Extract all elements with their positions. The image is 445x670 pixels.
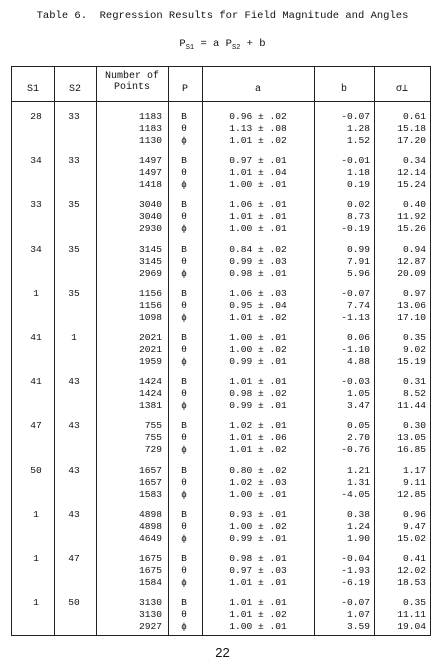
points-cell: 1098 [138, 311, 162, 323]
b-cell: 1.31 [346, 476, 370, 488]
p-cell: B [181, 464, 187, 476]
a-cell: 0.99 ± .01 [229, 532, 287, 544]
p-cell: ϕ [181, 400, 187, 412]
p-cell: ϕ [181, 311, 187, 323]
b-cell: -0.04 [341, 552, 370, 564]
points-cell: 4649 [138, 532, 162, 544]
sigma-cell: 15.26 [397, 223, 426, 235]
b-cell: 0.38 [346, 508, 370, 520]
points-cell: 1657 [138, 476, 162, 488]
sigma-cell: 15.19 [397, 355, 426, 367]
points-cell: 1424 [138, 388, 162, 400]
p-cell: θ [181, 211, 187, 223]
p-cell: ϕ [181, 532, 187, 544]
points-cell: 1130 [138, 135, 162, 146]
b-cell: 1.52 [346, 135, 370, 146]
p-cell: ϕ [181, 488, 187, 500]
sigma-cell: 15.02 [397, 532, 426, 544]
sigma-cell: 19.04 [397, 621, 426, 633]
row-group [12, 288, 430, 332]
b-cell: -4.05 [341, 488, 370, 500]
row-group [12, 155, 430, 199]
sigma-cell: 12.02 [397, 564, 426, 576]
table-title: Table 6. Regression Results for Field Magnitude and Angles [36, 10, 409, 22]
row-group [12, 111, 430, 155]
s1-cell: 33 [30, 199, 42, 211]
row-group [12, 509, 430, 553]
row-group [12, 376, 430, 420]
b-cell: -1.93 [341, 564, 370, 576]
a-cell: 1.01 ± .04 [229, 167, 287, 179]
sigma-cell: 20.09 [397, 267, 426, 279]
header-number-of-points: Number of Points [104, 71, 159, 93]
s2-cell: 33 [68, 155, 80, 167]
sigma-cell: 9.11 [402, 476, 426, 488]
points-cell: 2021 [138, 331, 162, 343]
sigma-cell: 15.18 [397, 123, 426, 134]
sigma-cell: 12.14 [397, 167, 426, 179]
points-cell: 4898 [138, 520, 162, 532]
b-cell: 3.59 [346, 621, 370, 633]
s2-cell: 35 [68, 199, 80, 211]
p-cell: B [181, 155, 187, 167]
p-cell: B [181, 597, 187, 609]
a-cell: 1.01 ± .01 [229, 211, 287, 223]
b-cell: 0.05 [346, 420, 370, 432]
a-cell: 1.06 ± .01 [229, 199, 287, 211]
p-cell: ϕ [181, 135, 187, 146]
s1-cell: 1 [33, 552, 39, 564]
s1-cell: 1 [33, 508, 39, 520]
b-cell: 7.91 [346, 255, 370, 267]
p-cell: B [181, 331, 187, 343]
a-cell: 1.00 ± .01 [229, 488, 287, 500]
s2-cell: 43 [68, 376, 80, 388]
regression-table [11, 66, 431, 636]
s2-cell: 50 [68, 597, 80, 609]
s2-cell: 1 [71, 331, 77, 343]
header-s1: S1 [26, 84, 39, 95]
sigma-cell: 11.92 [397, 211, 426, 223]
points-cell: 1959 [138, 355, 162, 367]
sigma-cell: 17.10 [397, 311, 426, 323]
a-cell: 1.01 ± .01 [229, 376, 287, 388]
sigma-cell: 15.24 [397, 179, 426, 191]
p-cell: B [181, 243, 187, 255]
p-cell: ϕ [181, 444, 187, 456]
p-cell: B [181, 111, 187, 122]
points-cell: 2021 [138, 343, 162, 355]
s1-cell: 41 [30, 331, 42, 343]
a-cell: 1.01 ± .02 [229, 609, 287, 621]
b-cell: -1.10 [341, 343, 370, 355]
p-cell: B [181, 199, 187, 211]
points-cell: 3145 [138, 255, 162, 267]
sigma-cell: 0.94 [402, 243, 426, 255]
points-cell: 1583 [138, 488, 162, 500]
sigma-cell: 17.20 [397, 135, 426, 146]
sigma-cell: 0.41 [402, 552, 426, 564]
regression-formula [0, 38, 445, 52]
formula-rhs-subscript: S2 [231, 44, 241, 53]
a-cell: 0.84 ± .02 [229, 243, 287, 255]
s2-cell: 33 [68, 111, 80, 122]
s2-cell: 43 [68, 508, 80, 520]
a-cell: 1.01 ± .01 [229, 597, 287, 609]
s1-cell: 41 [30, 376, 42, 388]
points-cell: 2930 [138, 223, 162, 235]
p-cell: θ [181, 432, 187, 444]
formula-mid: = a P [194, 38, 232, 50]
a-cell: 0.98 ± .01 [229, 552, 287, 564]
a-cell: 1.00 ± .01 [229, 331, 287, 343]
sigma-cell: 11.11 [397, 609, 426, 621]
a-cell: 1.01 ± .02 [229, 311, 287, 323]
b-cell: -0.76 [341, 444, 370, 456]
a-cell: 1.02 ± .01 [229, 420, 287, 432]
page-number: 22 [215, 645, 230, 660]
sigma-cell: 0.97 [402, 287, 426, 299]
points-cell: 1497 [138, 167, 162, 179]
b-cell: -6.19 [341, 576, 370, 588]
a-cell: 1.00 ± .02 [229, 343, 287, 355]
s2-cell: 43 [68, 420, 80, 432]
sigma-cell: 16.85 [397, 444, 426, 456]
a-cell: 0.99 ± .03 [229, 255, 287, 267]
row-group [12, 332, 430, 376]
sigma-cell: 0.61 [402, 111, 426, 122]
points-cell: 1183 [138, 123, 162, 134]
row-group [12, 597, 430, 641]
a-cell: 0.99 ± .01 [229, 355, 287, 367]
points-cell: 1657 [138, 464, 162, 476]
points-cell: 729 [144, 444, 162, 456]
p-cell: θ [181, 343, 187, 355]
p-cell: B [181, 376, 187, 388]
b-cell: 0.06 [346, 331, 370, 343]
p-cell: θ [181, 609, 187, 621]
points-cell: 1183 [138, 111, 162, 122]
sigma-cell: 0.35 [402, 597, 426, 609]
b-cell: 0.02 [346, 199, 370, 211]
a-cell: 0.96 ± .02 [229, 111, 287, 122]
sigma-cell: 0.40 [402, 199, 426, 211]
a-cell: 0.97 ± .01 [229, 155, 287, 167]
formula-lhs: P [179, 38, 186, 50]
b-cell: 7.74 [346, 299, 370, 311]
s1-cell: 50 [30, 464, 42, 476]
sigma-cell: 11.44 [397, 400, 426, 412]
p-cell: θ [181, 520, 187, 532]
points-cell: 3130 [138, 597, 162, 609]
points-cell: 2969 [138, 267, 162, 279]
b-cell: 1.28 [346, 123, 370, 134]
s1-cell: 28 [30, 111, 42, 122]
p-cell: ϕ [181, 267, 187, 279]
a-cell: 0.99 ± .01 [229, 400, 287, 412]
row-group [12, 553, 430, 597]
b-cell: 4.88 [346, 355, 370, 367]
points-cell: 1675 [138, 552, 162, 564]
a-cell: 1.00 ± .01 [229, 223, 287, 235]
p-cell: B [181, 420, 187, 432]
sigma-cell: 0.34 [402, 155, 426, 167]
b-cell: -0.01 [341, 155, 370, 167]
row-group [12, 465, 430, 509]
b-cell: 1.90 [346, 532, 370, 544]
sigma-cell: 0.30 [402, 420, 426, 432]
points-cell: 1497 [138, 155, 162, 167]
b-cell: -0.03 [341, 376, 370, 388]
table-body [12, 111, 430, 641]
p-cell: θ [181, 299, 187, 311]
points-cell: 1424 [138, 376, 162, 388]
b-cell: 8.73 [346, 211, 370, 223]
points-cell: 1156 [138, 299, 162, 311]
p-cell: θ [181, 123, 187, 134]
sigma-cell: 9.02 [402, 343, 426, 355]
p-cell: ϕ [181, 355, 187, 367]
points-cell: 3040 [138, 211, 162, 223]
row-group [12, 199, 430, 243]
s2-cell: 35 [68, 287, 80, 299]
formula-lhs-subscript: S1 [185, 44, 195, 53]
b-cell: 0.99 [346, 243, 370, 255]
s2-cell: 43 [68, 464, 80, 476]
b-cell: 3.47 [346, 400, 370, 412]
a-cell: 0.97 ± .03 [229, 564, 287, 576]
sigma-cell: 13.06 [397, 299, 426, 311]
b-cell: 5.96 [346, 267, 370, 279]
sigma-cell: 18.53 [397, 576, 426, 588]
b-cell: 1.24 [346, 520, 370, 532]
b-cell: 1.05 [346, 388, 370, 400]
sigma-cell: 13.05 [397, 432, 426, 444]
p-cell: ϕ [181, 179, 187, 191]
s2-cell: 47 [68, 552, 80, 564]
header-a: a [254, 84, 261, 95]
points-cell: 755 [144, 432, 162, 444]
p-cell: θ [181, 476, 187, 488]
points-cell: 1584 [138, 576, 162, 588]
s1-cell: 47 [30, 420, 42, 432]
points-cell: 1156 [138, 287, 162, 299]
sigma-cell: 12.85 [397, 488, 426, 500]
b-cell: 1.07 [346, 609, 370, 621]
sigma-cell: 8.52 [402, 388, 426, 400]
points-cell: 3130 [138, 609, 162, 621]
p-cell: θ [181, 564, 187, 576]
a-cell: 1.01 ± .02 [229, 135, 287, 146]
s1-cell: 34 [30, 243, 42, 255]
p-cell: θ [181, 167, 187, 179]
s2-cell: 35 [68, 243, 80, 255]
header-divider [12, 101, 430, 102]
a-cell: 1.00 ± .01 [229, 179, 287, 191]
a-cell: 0.98 ± .01 [229, 267, 287, 279]
b-cell: 1.21 [346, 464, 370, 476]
p-cell: B [181, 552, 187, 564]
a-cell: 1.01 ± .01 [229, 576, 287, 588]
sigma-cell: 0.96 [402, 508, 426, 520]
sigma-cell: 0.31 [402, 376, 426, 388]
b-cell: 0.19 [346, 179, 370, 191]
points-cell: 755 [144, 420, 162, 432]
a-cell: 1.02 ± .03 [229, 476, 287, 488]
points-cell: 3040 [138, 199, 162, 211]
s1-cell: 34 [30, 155, 42, 167]
b-cell: 1.18 [346, 167, 370, 179]
a-cell: 0.95 ± .04 [229, 299, 287, 311]
formula-tail: + b [240, 38, 266, 50]
s1-cell: 1 [33, 287, 39, 299]
b-cell: -0.07 [341, 111, 370, 122]
p-cell: ϕ [181, 576, 187, 588]
p-cell: B [181, 508, 187, 520]
points-cell: 3145 [138, 243, 162, 255]
a-cell: 1.00 ± .02 [229, 520, 287, 532]
p-cell: ϕ [181, 621, 187, 633]
a-cell: 1.01 ± .02 [229, 444, 287, 456]
row-group [12, 420, 430, 464]
b-cell: -0.07 [341, 287, 370, 299]
a-cell: 0.80 ± .02 [229, 464, 287, 476]
b-cell: -0.07 [341, 597, 370, 609]
a-cell: 0.93 ± .01 [229, 508, 287, 520]
points-cell: 1675 [138, 564, 162, 576]
sigma-cell: 0.35 [402, 331, 426, 343]
b-cell: 2.70 [346, 432, 370, 444]
a-cell: 0.98 ± .02 [229, 388, 287, 400]
header-b: b [340, 84, 347, 95]
points-cell: 1381 [138, 400, 162, 412]
sigma-cell: 1.17 [402, 464, 426, 476]
a-cell: 1.01 ± .06 [229, 432, 287, 444]
a-cell: 1.06 ± .03 [229, 287, 287, 299]
sigma-cell: 12.87 [397, 255, 426, 267]
a-cell: 1.13 ± .08 [229, 123, 287, 134]
s1-cell: 1 [33, 597, 39, 609]
b-cell: -1.13 [341, 311, 370, 323]
a-cell: 1.00 ± .01 [229, 621, 287, 633]
points-cell: 4898 [138, 508, 162, 520]
points-cell: 1418 [138, 179, 162, 191]
header-p: P [181, 84, 188, 95]
b-cell: -0.19 [341, 223, 370, 235]
points-cell: 2927 [138, 621, 162, 633]
p-cell: θ [181, 255, 187, 267]
p-cell: θ [181, 388, 187, 400]
header-sigma: σ⊥ [395, 84, 409, 95]
header-s2: S2 [68, 84, 81, 95]
p-cell: ϕ [181, 223, 187, 235]
p-cell: B [181, 287, 187, 299]
sigma-cell: 9.47 [402, 520, 426, 532]
row-group [12, 244, 430, 288]
